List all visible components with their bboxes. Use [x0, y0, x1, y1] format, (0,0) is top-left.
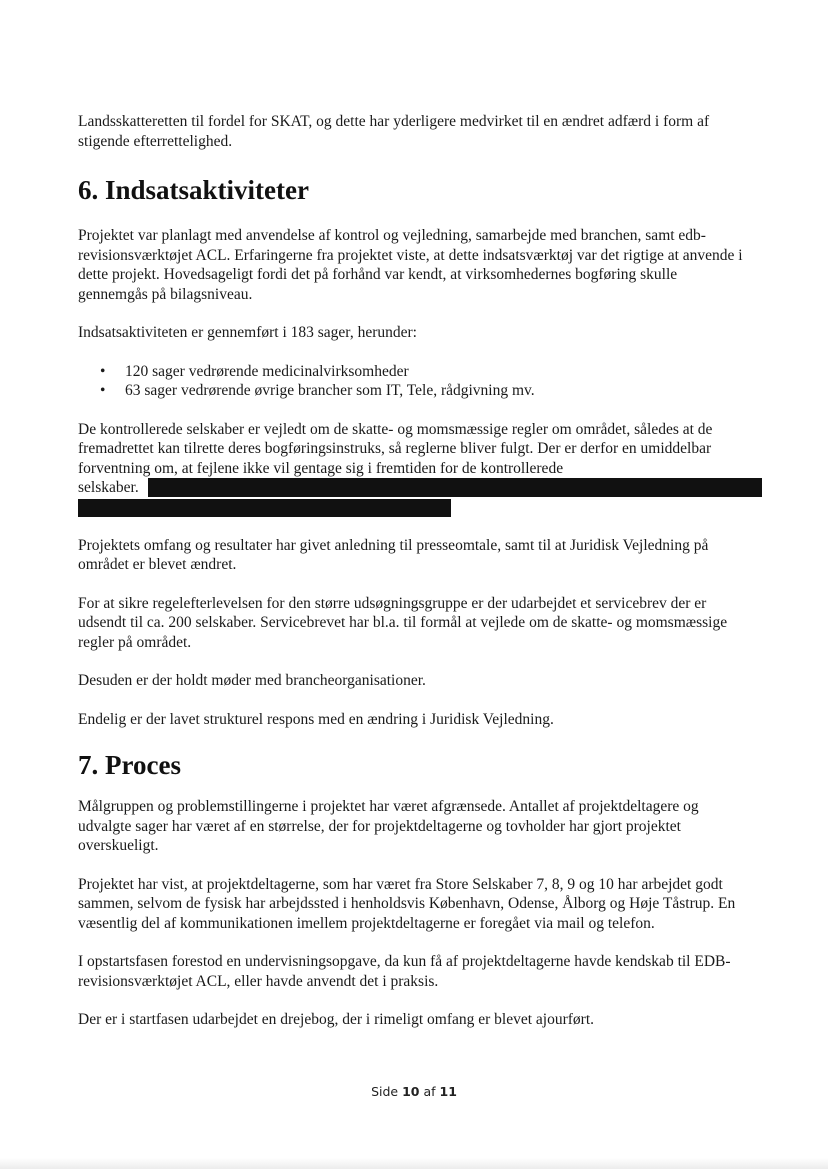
list-item-text: 63 sager vedrørende øvrige brancher som IT, Tele, rådgivning mv. [125, 382, 535, 399]
intro-paragraph: Landsskatteretten til fordel for SKAT, og dette har yderligere medvirket til en ændret adfærd i form af stigende efterrettelighed. [78, 113, 710, 150]
section-6-paragraph-5: For at sikre regelefterlevelsen for den større udsøgningsgruppe er der udarbejdet et servicebrev der er udsendt til ca. 200 selskaber. Servicebrevet har bl.a. til formål at vejlede om de skatte- og momsmæssige regler på området. [78, 594, 728, 651]
page-number-current: 10 [402, 1084, 420, 1099]
section-6-paragraph-3 [78, 420, 750, 517]
paragraph-text-end: selskaber. [78, 479, 139, 496]
section-6-paragraph-1: Projektet var planlagt med anvendelse af kontrol og vejledning, samarbejde med branchen, samt edb-revisionsværktøjet ACL. Erfaringerne fra projektet viste, at dette indsatsværktøj var det rigtige at anvende i dette projekt. Hovedsageligt fordi det på forhånd var kendt, at virksomhedernes bogføring skulle gennemgås på bilagsniveau. [78, 227, 743, 303]
page-number [0, 1084, 828, 1099]
scan-edge-shade [0, 1158, 828, 1169]
case-list [78, 362, 750, 401]
section-6-paragraph-2: Indsatsaktiviteten er gennemført i 183 sager, herunder: [78, 324, 417, 341]
section-6-heading: 6. Indsatsaktiviteter [78, 175, 309, 205]
section-7-paragraph-2: Projektet har vist, at projektdeltagerne, som har været fra Store Selskaber 7, 8, 9 og 10 har arbejdet godt sammen, selvom de fysisk har arbejdssted i henholdsvis København, Odense, Ålborg og Høje Tåstrup. En væsentlig del af kommunikationen imellem projektdeltagerne er foregået via mail og telefon. [78, 875, 736, 932]
section-6-paragraph-7: Endelig er der lavet strukturel respons med en ændring i Juridisk Vejledning. [78, 710, 554, 728]
page-number-separator: af [423, 1084, 436, 1099]
list-item-text: 120 sager vedrørende medicinalvirksomheder [125, 362, 409, 380]
bullet-icon: • [100, 362, 106, 380]
redaction-bar [78, 499, 451, 517]
page-number-prefix: Side [371, 1084, 399, 1099]
section-7-heading: 7. Proces [78, 750, 181, 780]
list-item [78, 381, 750, 401]
section-7-paragraph-3: I opstartsfasen forestod en undervisningsopgave, da kun få af projektdeltagerne havde kendskab til EDB-revisionsværktøjet ACL, eller havde anvendt det i praksis. [78, 953, 731, 990]
paragraph-text: De kontrollerede selskaber er vejledt om de skatte- og momsmæssige regler om området, således at de fremadrettet kan tilrette deres bogføringsinstruks, så reglerne bliver fulgt. Der er derfor en umiddelbar forventning om, at fejlene ikke vil gentage sig i fremtiden for de kontrollerede [78, 420, 713, 477]
section-7-paragraph-1: Målgruppen og problemstillingerne i projektet har været afgrænsede. Antallet af projektdeltagere og udvalgte sager har været af en størrelse, der for projektdeltagerne og tovholder har gjort projektet overskueligt. [78, 798, 699, 854]
redaction-bar [148, 478, 762, 497]
page-number-total: 11 [439, 1084, 457, 1099]
bullet-icon: • [100, 382, 106, 399]
section-6-paragraph-6: Desuden er der holdt møder med brancheorganisationer. [78, 672, 426, 689]
section-7-paragraph-4: Der er i startfasen udarbejdet en drejebog, der i rimeligt omfang er blevet ajourført. [78, 1011, 595, 1028]
list-item [78, 362, 750, 382]
page-content [78, 112, 750, 1030]
section-6-paragraph-4: Projektets omfang og resultater har givet anledning til presseomtale, samt til at Juridisk Vejledning på området er blevet ændret. [78, 536, 709, 573]
